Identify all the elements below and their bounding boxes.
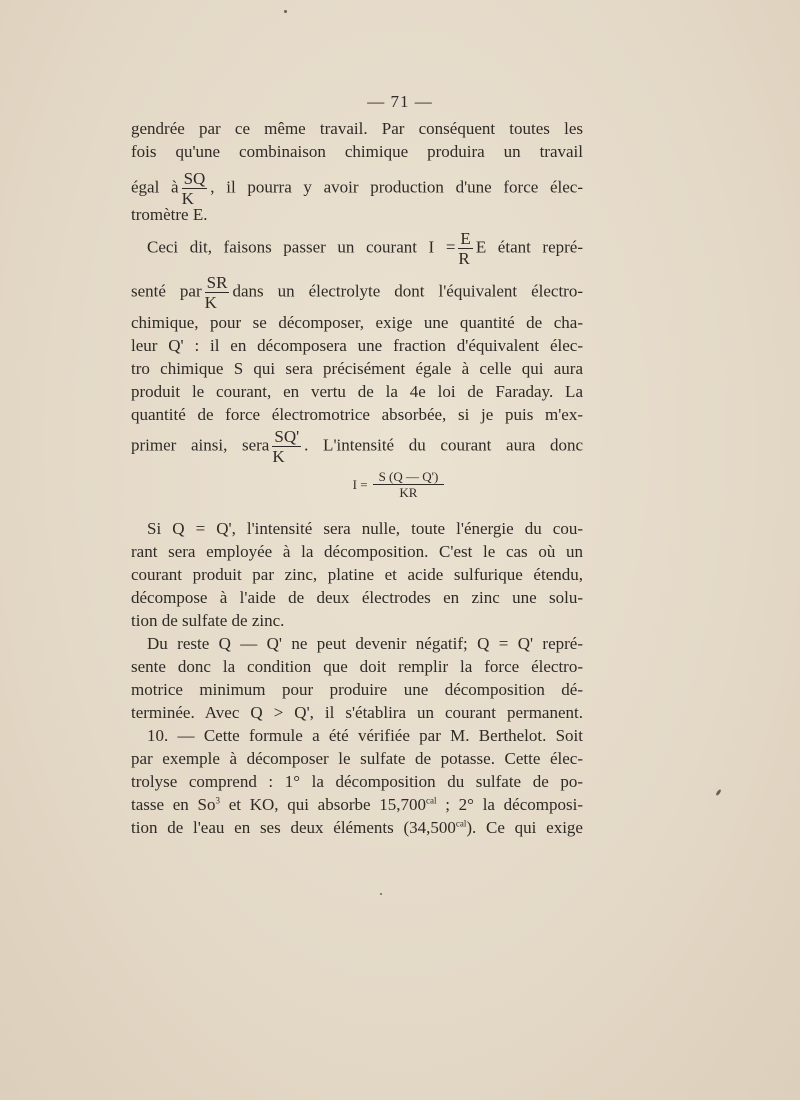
page-number: — 71 — — [367, 92, 433, 111]
text-line: par exemple à décomposer le sulfate de potasse. Cette élec- — [131, 749, 583, 768]
fraction-numerator: SQ — [183, 169, 206, 188]
formula-lhs: I = — [352, 476, 368, 492]
text-segment: tion de l'eau en ses deux éléments (34,500 — [131, 818, 456, 837]
text-segment: Ceci dit, faisons passer un courant I = — [147, 237, 456, 257]
fraction-denominator: R — [458, 249, 470, 268]
text-line-with-fraction — [131, 170, 583, 207]
text-line: quantité de force électromotrice absorbée, si je puis m'ex- — [131, 405, 583, 424]
text-line: 10. — Cette formule a été vérifiée par M. Berthelot. Soit — [147, 726, 583, 745]
fraction — [182, 170, 208, 207]
text-line — [131, 817, 583, 839]
formula-fraction — [373, 470, 445, 499]
text-line: décompose à l'aide de deux électrodes en zinc une solu- — [131, 588, 583, 607]
text-segment: et KO, qui absorbe 15,700 — [220, 795, 427, 814]
fraction-numerator: SQ' — [274, 427, 300, 446]
fraction-numerator: SR — [206, 273, 228, 292]
text-segment: , il pourra y avoir production d'une force élec- — [210, 177, 583, 197]
text-line: leur Q' : il en décomposera une fraction d'équivalent élec- — [131, 336, 583, 355]
fraction — [205, 274, 230, 311]
text-segment: E étant repré- — [475, 237, 584, 257]
text-line: tion de sulfate de zinc. — [131, 611, 285, 630]
fraction-denominator: K — [181, 189, 194, 208]
text-line: sente donc la condition que doit remplir la force électro- — [131, 657, 583, 676]
paper-speck — [715, 789, 721, 796]
text-segment: primer ainsi, sera — [131, 435, 270, 455]
superscript: cal — [426, 795, 437, 806]
text-line: terminée. Avec Q > Q', il s'établira un courant permanent. — [131, 703, 583, 722]
text-line: trolyse comprend : 1° la décomposition du sulfate de po- — [131, 772, 583, 791]
fraction-denominator: K — [272, 447, 285, 466]
text-line: fois qu'une combinaison chimique produira un travail — [131, 142, 583, 161]
superscript: 3 — [215, 795, 220, 806]
paper-speck — [380, 893, 382, 895]
fraction-numerator: E — [460, 229, 471, 248]
paper-speck — [284, 10, 287, 13]
text-line: gendrée par ce même travail. Par conséquent toutes les — [131, 119, 583, 138]
text-segment: dans un électrolyte dont l'équivalent électro- — [232, 281, 584, 301]
text-segment: ; 2° la décomposi- — [436, 795, 584, 814]
text-segment: tasse en So — [131, 795, 216, 814]
text-line: courant produit par zinc, platine et acide sulfurique étendu, — [131, 565, 583, 584]
text-line: motrice minimum pour produire une décomposition dé- — [131, 680, 583, 699]
text-line-with-fraction — [147, 230, 583, 267]
text-line: tromètre E. — [131, 205, 208, 224]
superscript: cal — [455, 818, 467, 829]
text-line-with-fraction — [131, 428, 583, 465]
text-line: chimique, pour se décomposer, exige une quantité de cha- — [131, 313, 583, 332]
text-segment: ). Ce qui exige — [466, 818, 583, 837]
text-line: rant sera employée à la décomposition. C'est le cas où un — [131, 542, 583, 561]
text-line: produit le courant, en vertu de la 4e loi de Faraday. La — [131, 382, 583, 401]
formula-numerator: S (Q — Q') — [378, 469, 439, 484]
fraction-denominator: K — [204, 293, 217, 312]
text-line: tro chimique S qui sera précisément égale à celle qui aura — [131, 359, 583, 378]
text-segment: égal à — [131, 177, 179, 197]
text-line-with-fraction — [131, 274, 583, 311]
text-segment: . L'intensité du courant aura donc — [304, 435, 583, 455]
text-line — [131, 794, 583, 816]
fraction — [458, 230, 472, 267]
intensity-formula — [0, 470, 800, 499]
text-segment: senté par — [131, 281, 202, 301]
text-line: Si Q = Q', l'intensité sera nulle, toute l'énergie du cou- — [147, 519, 583, 538]
fraction — [272, 428, 301, 465]
formula-denominator: KR — [399, 485, 418, 500]
text-line: Du reste Q — Q' ne peut devenir négatif; Q = Q' repré- — [147, 634, 583, 653]
